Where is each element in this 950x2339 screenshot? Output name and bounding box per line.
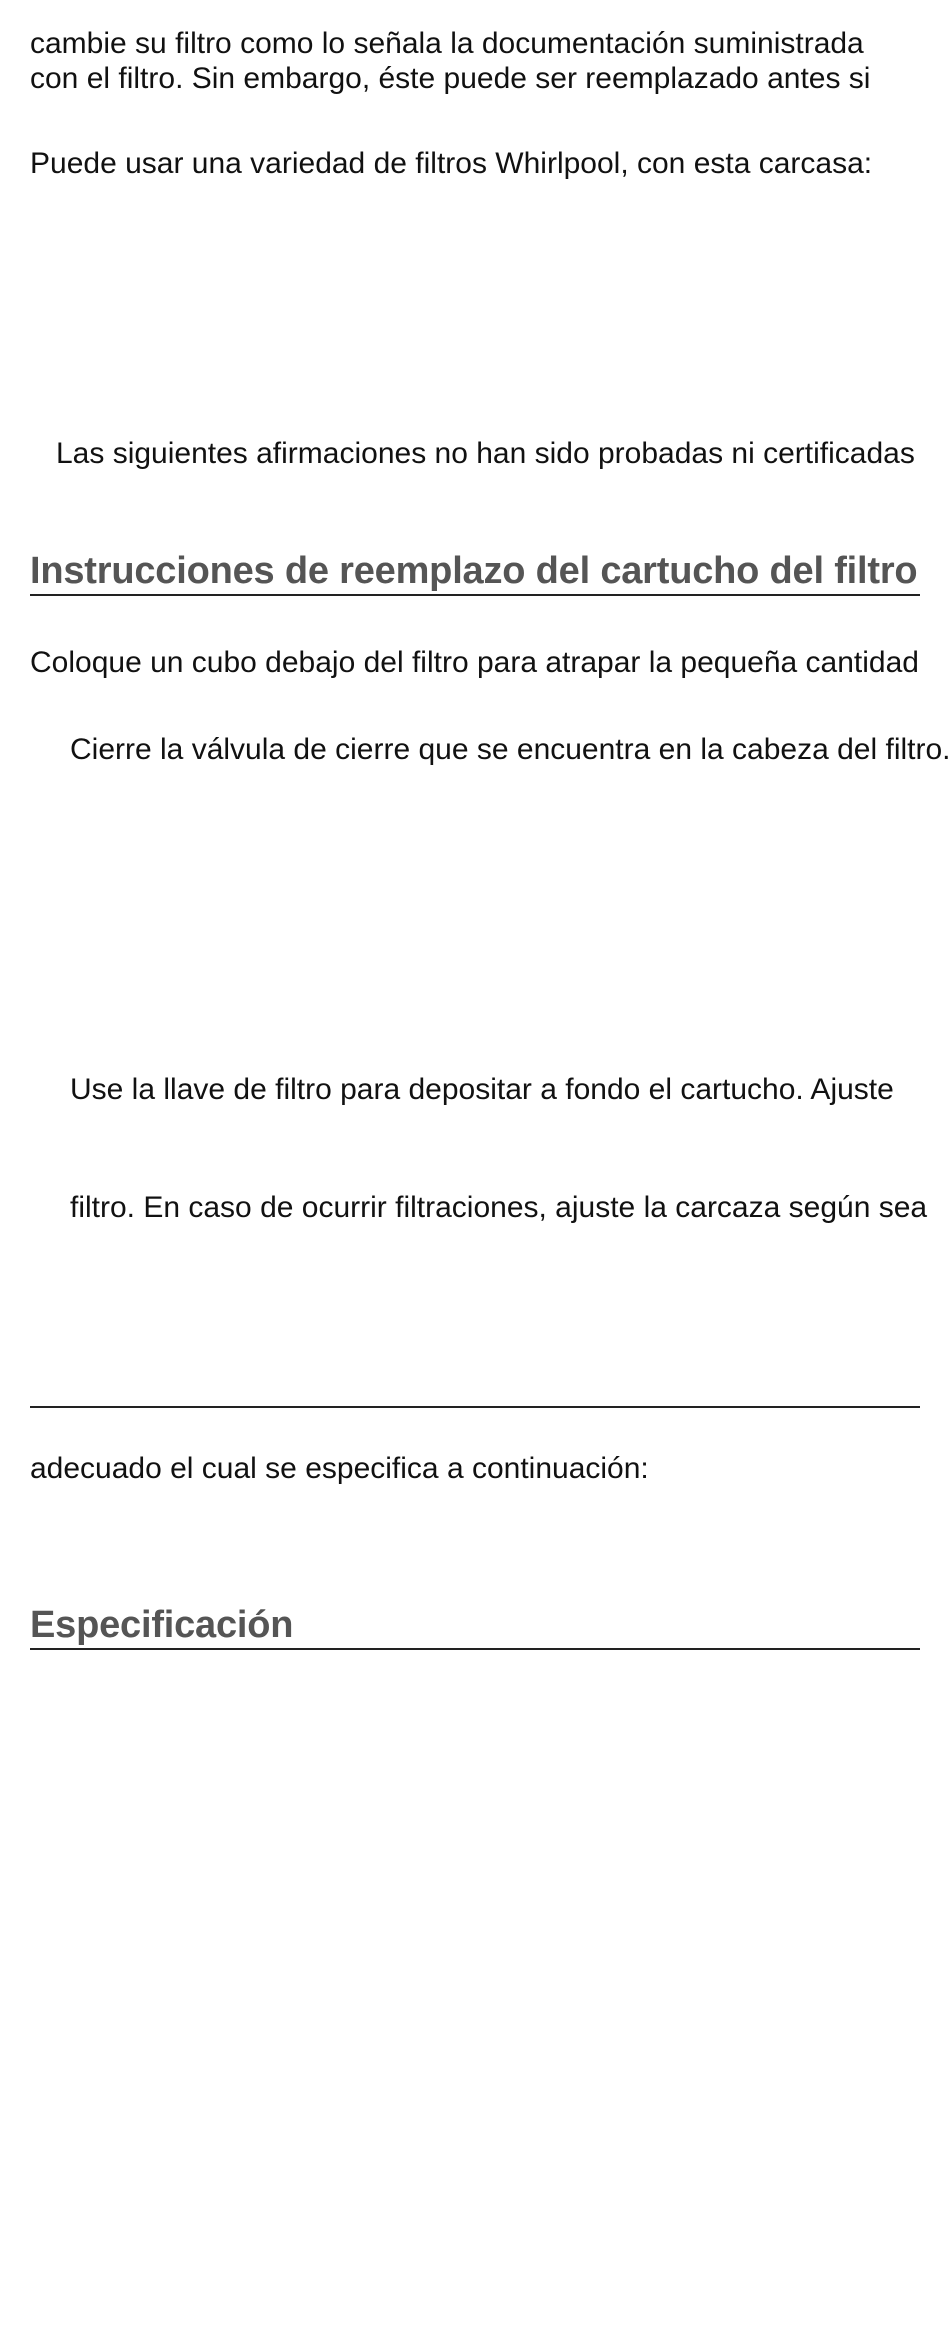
specification-heading: Especificación: [30, 1602, 920, 1650]
wrench-instruction: Use la llave de filtro para depositar a fondo el cartucho. Ajuste: [70, 1073, 894, 1106]
disclaimer-text: Las siguientes afirmaciones no han sido probadas ni certificadas: [56, 437, 915, 470]
valve-instruction: Cierre la válvula de cierre que se encuentra en la cabeza del filtro.: [70, 733, 950, 766]
leak-instruction: filtro. En caso de ocurrir filtraciones, ajuste la carcaza según sea: [70, 1191, 928, 1224]
specification-intro: adecuado el cual se especifica a continuación:: [30, 1452, 649, 1485]
section-divider: [30, 1406, 920, 1408]
intro-line-1: cambie su filtro como lo señala la documentación suministrada: [30, 27, 864, 60]
bucket-instruction: Coloque un cubo debajo del filtro para atrapar la pequeña cantidad: [30, 646, 919, 679]
replacement-instructions-heading: Instrucciones de reemplazo del cartucho del filtro: [30, 548, 920, 596]
filter-variety-text: Puede usar una variedad de filtros Whirlpool, con esta carcasa:: [30, 147, 873, 180]
intro-line-2: con el filtro. Sin embargo, éste puede ser reemplazado antes si: [30, 62, 871, 95]
